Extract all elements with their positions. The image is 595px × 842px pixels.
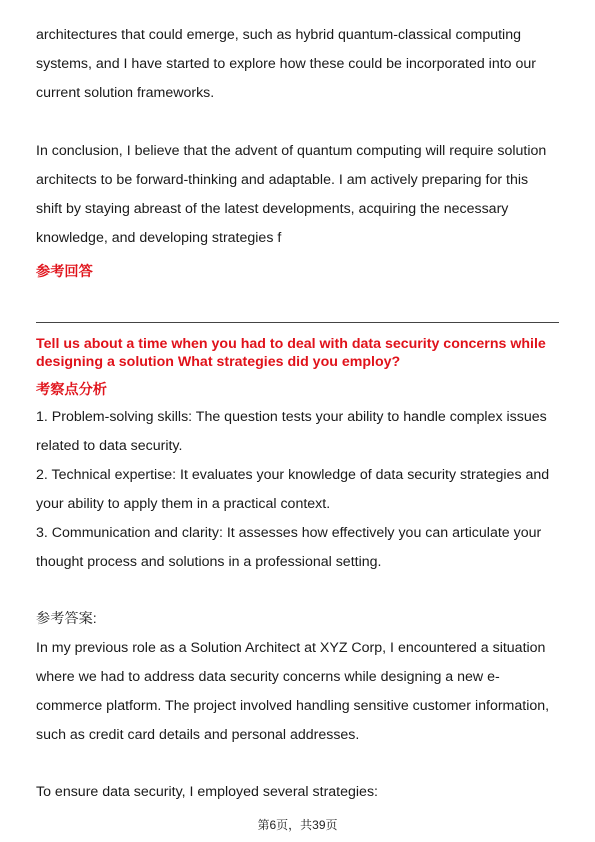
conclusion-line-4: knowledge, and developing strategies f (36, 230, 282, 246)
conclusion-line-2: architects to be forward-thinking and adaptable. I am actively preparing for this (36, 172, 529, 188)
intro-line-1: architectures that could emerge, such as hybrid quantum-classical computing (36, 27, 521, 43)
strategies-intro: To ensure data security, I employed several strategies: (36, 784, 378, 800)
analysis-line-5: 3. Communication and clarity: It assesses how effectively you can articulate your (36, 525, 542, 541)
page-number-footer: 第6页，共39页 (257, 818, 338, 832)
analysis-line-1: 1. Problem-solving skills: The question tests your ability to handle complex issues (36, 409, 547, 425)
answer-line-2: where we had to address data security concerns while designing a new e- (36, 669, 500, 685)
question-line-1: Tell us about a time when you had to deal with data security concerns while (36, 336, 546, 352)
section-divider (36, 322, 559, 323)
analysis-line-2: related to data security. (36, 438, 183, 454)
question-line-2: designing a solution What strategies did you employ? (36, 354, 401, 370)
analysis-line-4: your ability to apply them in a practical context. (36, 496, 331, 512)
analysis-heading: 考察点分析 (36, 382, 107, 398)
answer-line-3: commerce platform. The project involved handling sensitive customer information, (36, 698, 550, 714)
answer-heading: 参考答案: (36, 611, 97, 627)
reference-answer-heading: 参考回答 (36, 264, 93, 280)
intro-line-2: systems, and I have started to explore how these could be incorporated into our (36, 56, 537, 72)
conclusion-line-3: shift by staying abreast of the latest developments, acquiring the necessary (36, 201, 509, 217)
intro-line-3: current solution frameworks. (36, 85, 215, 101)
analysis-line-3: 2. Technical expertise: It evaluates your knowledge of data security strategies and (36, 467, 550, 483)
analysis-line-6: thought process and solutions in a professional setting. (36, 554, 382, 570)
answer-line-4: such as credit card details and personal addresses. (36, 727, 360, 743)
conclusion-line-1: In conclusion, I believe that the advent of quantum computing will require solution (36, 143, 547, 159)
answer-line-1: In my previous role as a Solution Architect at XYZ Corp, I encountered a situation (36, 640, 546, 656)
